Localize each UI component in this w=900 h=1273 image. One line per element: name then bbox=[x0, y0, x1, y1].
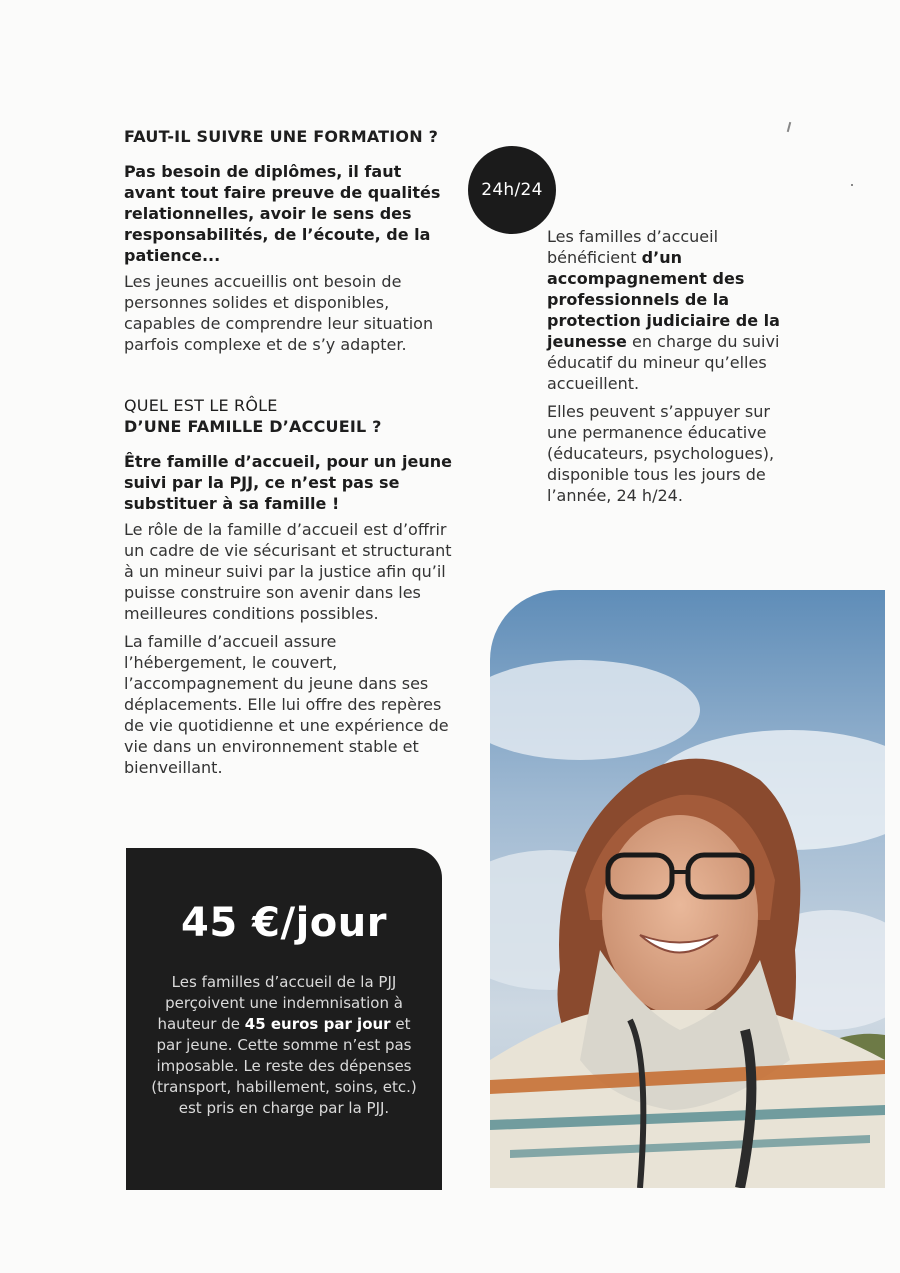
section-formation bbox=[124, 126, 454, 355]
support-text-bold: d’un accompagnement des professionnels de la protection judiciaire de la jeunesse bbox=[547, 248, 780, 351]
left-column bbox=[124, 126, 454, 785]
support-paragraph-1 bbox=[547, 226, 797, 394]
indemnity-text-before: Les familles d’accueil de la PJJ perçoivent une indemnisation à hauteur de bbox=[157, 973, 403, 1033]
formation-body: Les jeunes accueillis ont besoin de personnes solides et disponibles, capables de comprendre leur situation parfois complexe et de s’y adapter. bbox=[124, 272, 434, 354]
role-lead: Être famille d’accueil, pour un jeune suivi par la PJJ, ce n’est pas se substituer à sa famille ! bbox=[124, 452, 452, 513]
section-role bbox=[124, 395, 454, 778]
section-title-formation: FAUT-IL SUIVRE UNE FORMATION ? bbox=[124, 127, 439, 146]
right-column-support bbox=[547, 226, 797, 513]
role-title-line1: QUEL EST LE RÔLE bbox=[124, 396, 278, 415]
role-body-2: La famille d’accueil assure l’hébergement, le couvert, l’accompagnement du jeune dans ses déplacements. Elle lui offre des repères de vie quotidienne et une expérience de vie dans un environnement stable et bienveillant. bbox=[124, 632, 449, 777]
indemnity-text-bold: 45 euros par jour bbox=[244, 1015, 391, 1033]
scan-speck bbox=[851, 184, 853, 186]
indemnity-box bbox=[126, 848, 442, 1190]
role-title-line2: D’UNE FAMILLE D’ACCUEIL ? bbox=[124, 417, 382, 436]
support-text-after: en charge du suivi éducatif du mineur qu’elles accueillent. bbox=[547, 332, 780, 393]
indemnity-title: 45 €/jour bbox=[181, 900, 387, 946]
badge-24h: 24h/24 bbox=[468, 146, 556, 234]
indemnity-text bbox=[150, 972, 418, 1119]
section-title-role bbox=[124, 395, 454, 437]
formation-lead: Pas besoin de diplômes, il faut avant tout faire preuve de qualités relationnelles, avoir le sens des responsabilités, de l’écoute, de la patience... bbox=[124, 162, 441, 265]
role-body-1: Le rôle de la famille d’accueil est d’offrir un cadre de vie sécurisant et structurant à un mineur suivi par la justice afin qu’il puisse construire son avenir dans les meilleures conditions possibles. bbox=[124, 520, 452, 623]
indemnity-text-after: et par jeune. Cette somme n’est pas imposable. Le reste des dépenses (transport, habillement, soins, etc.) est pris en charge par la PJJ. bbox=[151, 1015, 417, 1117]
portrait-photo bbox=[490, 590, 885, 1188]
support-text-before: Les familles d’accueil bénéficient bbox=[547, 227, 719, 267]
support-paragraph-2: Elles peuvent s’appuyer sur une permanence éducative (éducateurs, psychologues), disponible tous les jours de l’année, 24 h/24. bbox=[547, 402, 775, 505]
scan-speck bbox=[787, 122, 792, 132]
